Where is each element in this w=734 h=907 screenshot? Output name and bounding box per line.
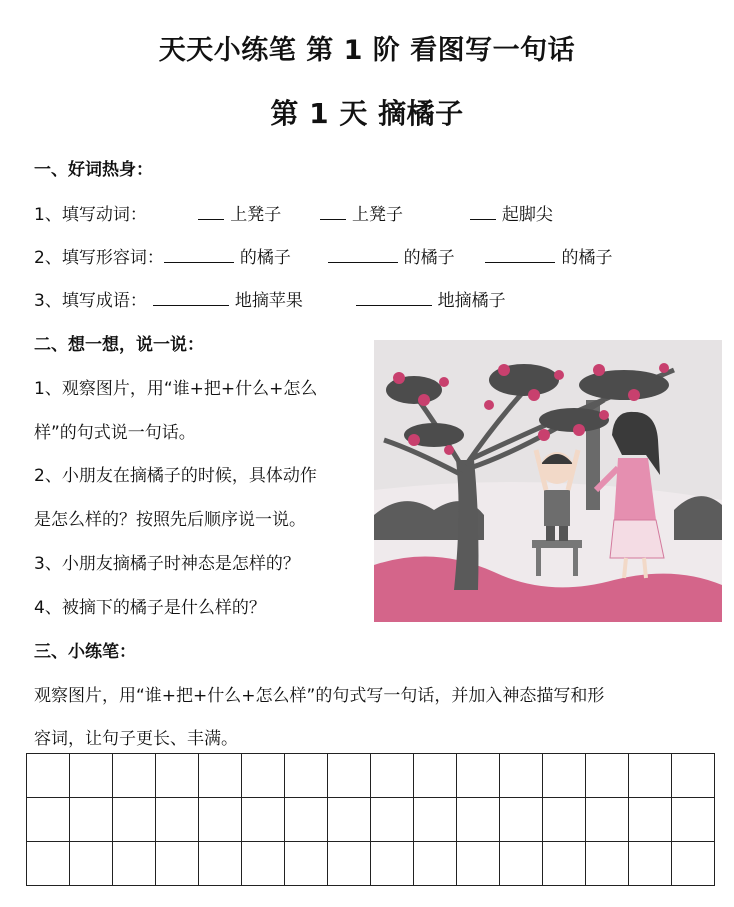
- grid-cell[interactable]: [113, 754, 156, 798]
- q2-item-3: 的橘子: [561, 248, 613, 268]
- q2-blank-1[interactable]: [164, 246, 234, 263]
- grid-row: [27, 754, 715, 798]
- q1-label: 1、填写动词：: [34, 205, 147, 225]
- q2-blank-3[interactable]: [485, 246, 555, 263]
- grid-cell[interactable]: [543, 798, 586, 842]
- q3-blank-1[interactable]: [153, 289, 229, 306]
- grid-cell[interactable]: [199, 842, 242, 886]
- q1-item-1: 上凳子: [230, 205, 282, 225]
- grid-cell[interactable]: [500, 754, 543, 798]
- grid-cell[interactable]: [500, 798, 543, 842]
- grid-cell[interactable]: [371, 798, 414, 842]
- grid-cell[interactable]: [70, 798, 113, 842]
- section1-heading: 一、好词热身：: [34, 160, 153, 180]
- grid-cell[interactable]: [156, 842, 199, 886]
- grid-row: [27, 798, 715, 842]
- grid-cell[interactable]: [27, 798, 70, 842]
- q3-item-2: 地摘橘子: [437, 291, 506, 311]
- q2-blank-2[interactable]: [328, 246, 398, 263]
- grid-cell[interactable]: [629, 842, 672, 886]
- grid-cell[interactable]: [328, 754, 371, 798]
- grid-cell[interactable]: [328, 842, 371, 886]
- grid-cell[interactable]: [199, 754, 242, 798]
- q3-label: 3、填写成语：: [34, 291, 147, 311]
- grid-cell[interactable]: [70, 754, 113, 798]
- grid-cell[interactable]: [457, 842, 500, 886]
- s2-line-2: 样”的句式说一句话。: [34, 423, 196, 443]
- q1-row: [34, 200, 553, 225]
- grid-cell[interactable]: [629, 798, 672, 842]
- grid-cell[interactable]: [156, 798, 199, 842]
- s3-line-1: 观察图片，用“谁+把+什么+怎么样”的句式写一句话，并加入神态描写和形: [34, 686, 605, 706]
- grid-cell[interactable]: [672, 754, 715, 798]
- section3-heading: 三、小练笔：: [34, 642, 136, 662]
- s2-line-3: 2、小朋友在摘橘子的时候，具体动作: [34, 466, 317, 486]
- grid-cell[interactable]: [113, 798, 156, 842]
- grid-cell[interactable]: [414, 842, 457, 886]
- grid-cell[interactable]: [242, 798, 285, 842]
- grid-cell[interactable]: [242, 754, 285, 798]
- s2-line-4: 是怎么样的？按照先后顺序说一说。: [34, 510, 306, 530]
- grid-cell[interactable]: [586, 842, 629, 886]
- grid-cell[interactable]: [371, 754, 414, 798]
- grid-cell[interactable]: [113, 842, 156, 886]
- grid-cell[interactable]: [672, 842, 715, 886]
- q3-blank-2[interactable]: [356, 289, 432, 306]
- page-subtitle: 第 1 天 摘橘子: [270, 97, 464, 130]
- grid-cell[interactable]: [500, 842, 543, 886]
- q2-item-2: 的橘子: [403, 248, 455, 268]
- grid-cell[interactable]: [27, 754, 70, 798]
- q1-blank-3[interactable]: [470, 203, 496, 220]
- grid-cell[interactable]: [199, 798, 242, 842]
- section2-heading: 二、想一想，说一说：: [34, 335, 204, 355]
- grid-cell[interactable]: [27, 842, 70, 886]
- q1-item-2: 上凳子: [352, 205, 404, 225]
- grid-cell[interactable]: [371, 842, 414, 886]
- s2-line-1: 1、观察图片，用“谁+把+什么+怎么: [34, 379, 318, 399]
- grid-cell[interactable]: [156, 754, 199, 798]
- grid-cell[interactable]: [672, 798, 715, 842]
- boy: [544, 490, 570, 526]
- s2-line-6: 4、被摘下的橘子是什么样的？: [34, 598, 266, 618]
- q2-label: 2、填写形容词：: [34, 248, 164, 268]
- q1-blank-1[interactable]: [198, 203, 224, 220]
- grid-cell[interactable]: [457, 754, 500, 798]
- grid-cell[interactable]: [285, 798, 328, 842]
- q1-blank-2[interactable]: [320, 203, 346, 220]
- grid-cell[interactable]: [285, 754, 328, 798]
- grid-cell[interactable]: [543, 842, 586, 886]
- grid-row: [27, 842, 715, 886]
- q2-row: [34, 243, 612, 268]
- q3-row: [34, 286, 506, 311]
- grid-cell[interactable]: [629, 754, 672, 798]
- q3-item-1: 地摘苹果: [234, 291, 303, 311]
- grid-cell[interactable]: [457, 798, 500, 842]
- grid-cell[interactable]: [586, 754, 629, 798]
- writing-grid[interactable]: [26, 753, 715, 886]
- s3-line-2: 容词，让句子更长、丰满。: [34, 729, 238, 749]
- grid-cell[interactable]: [70, 842, 113, 886]
- s2-line-5: 3、小朋友摘橘子时神态是怎样的？: [34, 554, 300, 574]
- grid-cell[interactable]: [543, 754, 586, 798]
- q2-item-1: 的橘子: [239, 248, 291, 268]
- page-title: 天天小练笔 第 1 阶 看图写一句话: [158, 35, 576, 66]
- orange-picking-illustration: [374, 340, 722, 622]
- grid-cell[interactable]: [414, 798, 457, 842]
- grid-cell[interactable]: [328, 798, 371, 842]
- grid-cell[interactable]: [586, 798, 629, 842]
- q1-item-3: 起脚尖: [501, 205, 553, 225]
- grid-cell[interactable]: [285, 842, 328, 886]
- grid-cell[interactable]: [242, 842, 285, 886]
- stool: [532, 540, 582, 548]
- grid-cell[interactable]: [414, 754, 457, 798]
